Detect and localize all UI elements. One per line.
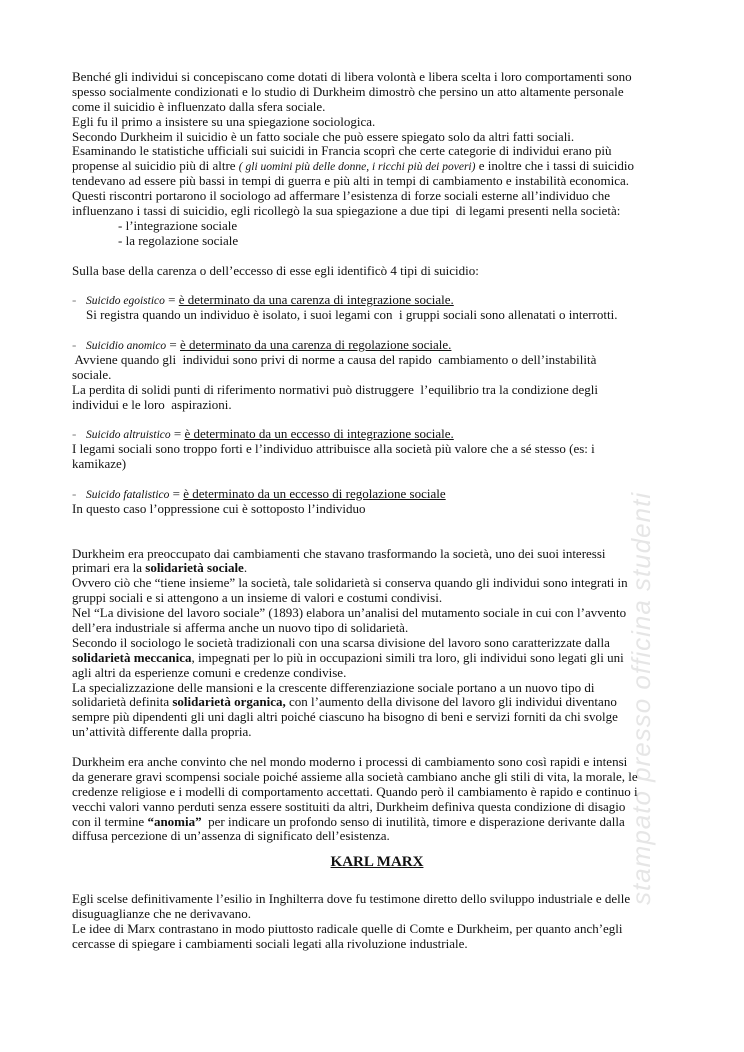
text-segment: spesso socialmente condizionati e lo studio di Durkheim dimostrò che persino un atto altamente personale — [72, 83, 624, 99]
text-line — [72, 442, 682, 457]
text-segment: Esaminando le statistiche ufficiali sui suicidi in Francia scoprì che certe categorie di individui erano più — [72, 143, 612, 159]
text-segment: con il termine — [72, 813, 148, 829]
text-line — [72, 636, 682, 651]
text-line — [72, 681, 682, 696]
text-line — [72, 398, 682, 413]
text-segment: La perdita di solidi punti di riferimento normativi può distruggere l’equilibrio tra la condizione degli — [72, 381, 599, 397]
text-segment: Benché gli individui si concepiscano come dotati di libera volontà e libera scelta i loro comportamenti sono — [72, 69, 632, 84]
text-line — [72, 70, 682, 85]
text-line — [72, 383, 682, 398]
text-segment: primari era la — [72, 560, 146, 576]
text-line — [72, 922, 682, 937]
text-line — [72, 308, 682, 323]
text-segment: per indicare un profondo senso di inutilità, timore e disperazione derivante dalla — [201, 813, 625, 829]
underlined-text: è determinato da un eccesso di integrazione sociale. — [184, 426, 454, 442]
text-segment: Si registra quando un individuo è isolato, i suoi legami con i gruppi sociali sono allenatati o interrotti. — [86, 307, 618, 323]
text-segment: Secondo il sociologo le società tradizionali con una scarsa divisione del lavoro sono caratterizzate dalla — [72, 634, 610, 650]
bullet-line — [72, 427, 682, 442]
text-segment: Ovvero ciò che “tiene insieme” la società, tale solidarietà si conserva quando gli individui sono integrati in — [72, 575, 628, 591]
text-segment: con l’aumento della divisone del lavoro gli individui diventano — [285, 694, 617, 710]
text-segment: Sulla base della carenza o dell’eccesso di esse egli identificò 4 tipi di suicidio: — [72, 262, 479, 278]
text-segment: propense al suicidio più di altre — [72, 158, 239, 174]
bold-text: “anomia” — [147, 813, 202, 829]
bullet-line — [72, 338, 682, 353]
text-segment: . — [243, 560, 248, 576]
blank-line — [72, 412, 682, 427]
bullet-dash: - — [72, 292, 77, 308]
text-segment: Secondo Durkheim il suicidio è un fatto sociale che può essere spiegato solo da altri fatti sociali. — [72, 128, 575, 144]
italic-text: Suicido altruistico — [86, 429, 171, 442]
blank-line — [72, 740, 682, 755]
text-line — [72, 755, 682, 770]
text-segment: = — [164, 292, 179, 308]
text-segment: gruppi sociali e si attengono a un insieme di valori e costumi condivisi. — [72, 590, 443, 606]
text-segment: agli altri da esperienze comuni e credenze condivise. — [72, 664, 347, 680]
bold-text: solidarietà meccanica — [72, 649, 192, 665]
text-line — [72, 651, 682, 666]
text-line — [72, 547, 682, 562]
text-line — [72, 770, 682, 785]
italic-text: Suicidio anomico — [86, 340, 167, 353]
text-segment: sempre più dipendenti gli uni dagli altri poiché ciascuno ha bisogno di beni e servizi forniti da chi svolge — [72, 709, 618, 725]
text-segment: credenze religiose e i modelli di comportamento accettati. Quando però il cambiamento è rapido e continuo i — [72, 783, 638, 799]
text-segment: dell’era industriale si afferma anche un nuovo tipo di solidarietà. — [72, 619, 409, 635]
text-line — [72, 189, 682, 204]
text-segment: vecchi valori vanno perduti senza essere sostituiti da altri, Durkheim definiva questa condizione di disagio — [72, 798, 626, 814]
text-segment: Le idee di Marx contrastano in modo piuttosto radicale quelle di Comte e Durkheim, per quanto anch’egli — [72, 921, 623, 937]
text-line — [72, 695, 682, 710]
text-segment: Nel “La divisione del lavoro sociale” (1893) elabora un’analisi del mutamento sociale in cui con l’avvento — [72, 605, 627, 621]
text-line — [72, 829, 682, 844]
text-line — [72, 219, 682, 234]
bullet-dash: - — [72, 337, 77, 353]
text-segment: , impegnati per lo più in occupazioni simili tra loro, gli individui sono legati gli uni — [191, 649, 624, 665]
italic-text: Suicido fatalistico — [86, 488, 170, 501]
text-line — [72, 130, 682, 145]
text-line — [72, 907, 682, 922]
text-segment: = — [166, 337, 181, 353]
watermark: stampato presso officina studenti — [626, 491, 656, 905]
text-segment: Egli scelse definitivamente l’esilio in Inghilterra dove fu testimone diretto dello sviluppo industriale e delle — [72, 891, 631, 907]
text-line — [72, 800, 682, 815]
underlined-text: è determinato da una carenza di regolazione sociale. — [180, 337, 452, 353]
text-segment: tendevano ad essere più bassi in tempi di guerra e più alti in tempi di cambiamento e instabilità economica. — [72, 173, 630, 189]
text-segment: = — [169, 485, 184, 501]
text-segment: diffusa percezione di un’assenza di significato dell’esistenza. — [72, 828, 390, 844]
text-line — [72, 368, 682, 383]
text-segment: Durkheim era preoccupato dai cambiamenti che stavano trasformando la società, uno dei suoi interessi — [72, 545, 606, 561]
text-line — [72, 353, 682, 368]
text-line — [72, 666, 682, 681]
italic-text: ( gli uomini più delle donne, i ricchi più dei poveri) — [238, 161, 476, 174]
blank-line — [72, 532, 682, 547]
text-segment: In questo caso l’oppressione cui è sottoposto l’individuo — [72, 500, 366, 516]
text-segment: cercasse di spiegare i cambiamenti sociali legati alla rivoluzione industriale. — [72, 935, 468, 951]
text-line — [72, 591, 682, 606]
bold-text: solidarietà sociale — [145, 560, 244, 576]
text-line — [72, 85, 682, 100]
text-segment: Avviene quando gli individui sono privi di norme a causa del rapido cambiamento o dell’instabilità — [72, 351, 597, 367]
document-page — [72, 70, 682, 952]
text-line — [72, 457, 682, 472]
text-line — [72, 785, 682, 800]
text-line — [72, 576, 682, 591]
text-line — [72, 144, 682, 159]
blank-line — [72, 249, 682, 264]
text-segment: = — [170, 426, 185, 442]
text-line — [72, 606, 682, 621]
text-segment: Egli fu il primo a insistere su una spiegazione sociologica. — [72, 113, 376, 129]
text-line — [72, 115, 682, 130]
bullet-dash: - — [72, 485, 77, 501]
text-segment: e inoltre che i tassi di suicidio — [475, 158, 634, 174]
text-line — [72, 234, 682, 249]
text-segment: un’attività differente dalla propria. — [72, 724, 252, 740]
text-segment: - l’integrazione sociale — [118, 217, 238, 233]
text-segment: disuguaglianze che ne derivavano. — [72, 906, 252, 922]
bullet-line — [72, 293, 682, 308]
text-line — [72, 710, 682, 725]
underlined-text: è determinato da una carenza di integrazione sociale. — [178, 292, 454, 308]
text-segment: Durkheim era anche convinto che nel mondo moderno i processi di cambiamento sono così rapidi e intensi — [72, 753, 628, 769]
section-heading: KARL MARX — [330, 854, 424, 871]
blank-line — [72, 278, 682, 293]
italic-text: Suicido egoistico — [86, 295, 165, 308]
text-line — [72, 621, 682, 636]
text-segment: kamikaze) — [72, 456, 127, 472]
text-line — [72, 174, 682, 189]
text-segment: Questi riscontri portarono il sociologo ad affermare l’esistenza di forze sociali esterne all’individuo che — [72, 188, 610, 204]
text-line — [72, 100, 682, 115]
blank-line — [72, 323, 682, 338]
bullet-line — [72, 487, 682, 502]
text-line — [72, 264, 682, 279]
text-segment: La specializzazione delle mansioni e la crescente differenziazione sociale portano a un nuovo tipo di — [72, 679, 595, 695]
text-line — [72, 892, 682, 907]
text-segment: individui e le loro aspirazioni. — [72, 396, 232, 412]
text-segment: solidarietà definita — [72, 694, 173, 710]
text-segment: da generare gravi scompensi sociale poiché assieme alla società cambiano anche gli stili di vita, la morale, le — [72, 768, 638, 784]
text-line — [72, 204, 682, 219]
text-segment: I legami sociali sono troppo forti e l’individuo attribuisce alla società più valore che a sé stesso (es: i — [72, 441, 595, 457]
text-segment: - la regolazione sociale — [118, 232, 239, 248]
text-segment: come il suicidio è influenzato dalla sfera sociale. — [72, 98, 326, 114]
bold-text: solidarietà organica, — [172, 694, 286, 710]
blank-line — [72, 517, 682, 532]
text-line — [72, 815, 682, 830]
text-segment: influenzano i tassi di suicidio, egli ricollegò la sua spiegazione a due tipi di legami presenti nella società: — [72, 203, 621, 219]
text-line — [72, 561, 682, 576]
bullet-dash: - — [72, 426, 77, 442]
blank-line — [72, 472, 682, 487]
text-line — [72, 937, 682, 952]
underlined-text: è determinato da un eccesso di regolazione sociale — [183, 485, 446, 501]
text-segment: sociale. — [72, 366, 112, 382]
text-line — [72, 159, 682, 174]
text-line — [72, 502, 682, 517]
text-line — [72, 725, 682, 740]
